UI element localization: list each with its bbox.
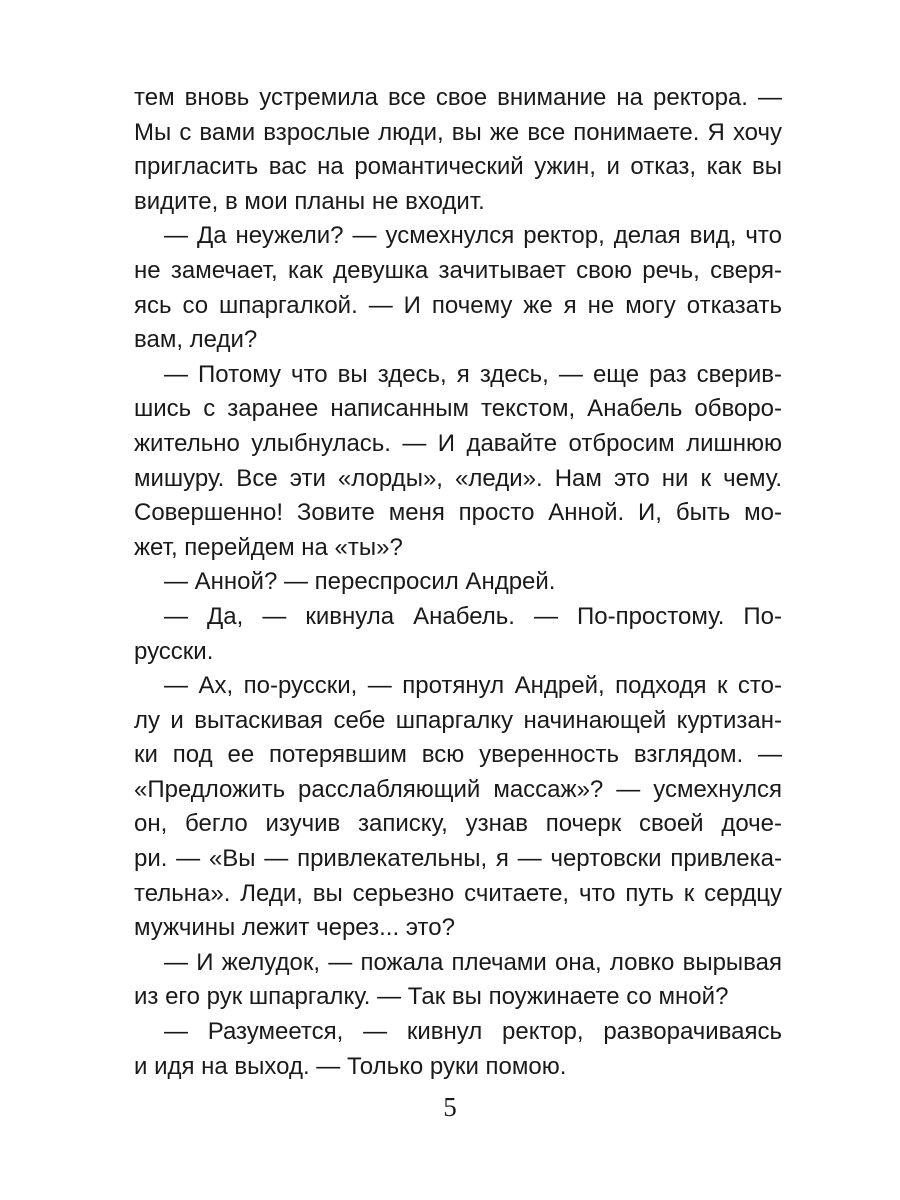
text-line: мишуру. Все эти «лорды», «леди». Нам это ни к чему. bbox=[134, 464, 782, 492]
text-line: русски. bbox=[134, 637, 214, 665]
text-line: лу и вытаскивая себе шпаргалку начинающей куртизан- bbox=[134, 706, 782, 734]
text-line: ки под ее потерявшим всю уверенность взглядом. — bbox=[134, 741, 782, 769]
text-line: — Да неужели? — усмехнулся ректор, делая вид, что bbox=[164, 222, 782, 250]
page-number: 5 bbox=[443, 1092, 457, 1122]
text-line: жительно улыбнулась. — И давайте отбросим лишнюю bbox=[134, 429, 782, 457]
text-line: вам, леди? bbox=[134, 326, 258, 354]
text-line: «Предложить расслабляющий массаж»? — усмехнулся bbox=[134, 775, 782, 803]
text-line: Совершенно! Зовите меня просто Анной. И, быть мо- bbox=[134, 499, 782, 527]
text-line: и идя на выход. — Только руки помою. bbox=[134, 1052, 567, 1080]
text-line: видите, в мои планы не входит. bbox=[134, 187, 485, 215]
text-line: тельна». Леди, вы серьезно считаете, что путь к сердцу bbox=[134, 879, 782, 907]
text-line: не замечает, как девушка зачитывает свою речь, сверя- bbox=[134, 256, 782, 284]
text-line: — Разумеется, — кивнул ректор, разворачиваясь bbox=[164, 1018, 782, 1046]
text-line: пригласить вас на романтический ужин, и отказ, как вы bbox=[134, 153, 782, 181]
text-line: из его рук шпаргалку. — Так вы поужинаете со мной? bbox=[134, 983, 729, 1011]
text-line: — Потому что вы здесь, я здесь, — еще раз сверив- bbox=[164, 360, 782, 388]
text-line: — Анной? — переспросил Андрей. bbox=[164, 568, 556, 596]
text-line: — Ах, по-русски, — протянул Андрей, подходя к сто- bbox=[164, 672, 782, 700]
body-text bbox=[134, 81, 782, 1084]
text-line: — И желудок, — пожала плечами она, ловко вырывая bbox=[164, 948, 782, 976]
text-line: он, бегло изучив записку, узнав почерк своей доче- bbox=[134, 810, 782, 838]
text-line: тем вновь устремила все свое внимание на ректора. — bbox=[134, 84, 782, 111]
text-line: — Да, — кивнула Анабель. — По-простому. По- bbox=[164, 602, 782, 630]
text-line: шись с заранее написанным текстом, Анабель обворо- bbox=[134, 395, 782, 423]
text-line: жет, перейдем на «ты»? bbox=[134, 533, 403, 561]
text-line: ясь со шпаргалкой. — И почему же я не могу отказать bbox=[134, 291, 782, 319]
text-line: Мы с вами взрослые люди, вы же все понимаете. Я хочу bbox=[134, 118, 782, 146]
text-line: мужчины лежит через... это? bbox=[134, 914, 455, 942]
text-line: ри. — «Вы — привлекательны, я — чертовски привлека- bbox=[134, 845, 782, 873]
